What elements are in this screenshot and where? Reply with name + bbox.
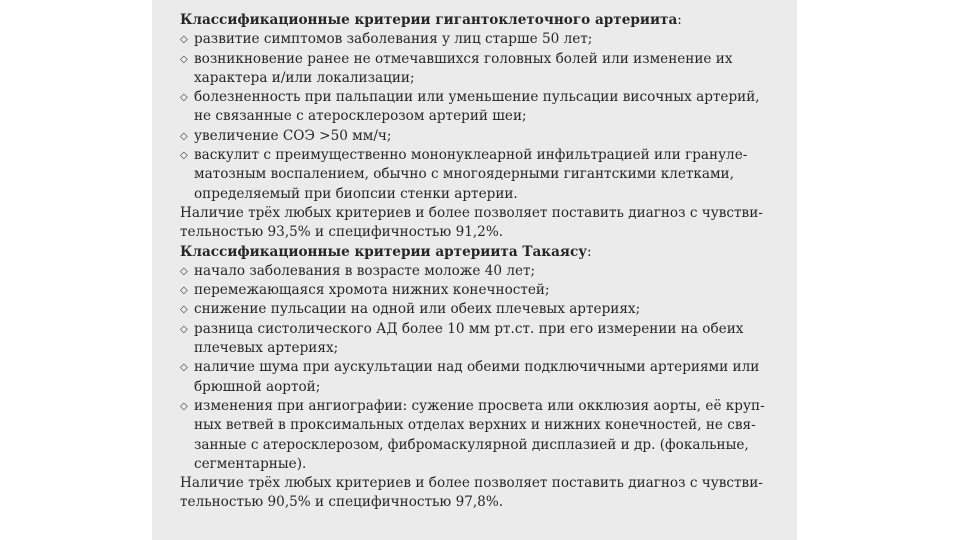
criterion-line: васкулит с преимущественно мононуклеарной инфильтрацией или грануле-	[194, 147, 748, 164]
section1-criteria-list	[180, 30, 780, 204]
criterion-line: не связанные с атеросклерозом артерий шеи;	[194, 108, 527, 125]
criterion-line: увеличение СОЭ >50 мм/ч;	[194, 127, 392, 144]
criterion-line: ных ветвей в проксимальных отделах верхних и нижних конечностей, не свя-	[194, 417, 756, 434]
criterion-item	[180, 88, 780, 127]
diamond-bullet-icon: ◇	[180, 362, 188, 374]
section2-heading	[180, 243, 780, 262]
criterion-item	[180, 320, 780, 359]
criterion-line: матозным воспалением, обычно с многоядерными гигантскими клетками,	[194, 166, 734, 183]
criterion-text	[194, 320, 780, 359]
criterion-item	[180, 397, 780, 474]
criterion-text	[194, 281, 780, 300]
criterion-item	[180, 262, 780, 281]
criterion-item	[180, 300, 780, 319]
conclusion-line: тельностью 90,5% и специфичностью 97,8%.	[180, 494, 504, 511]
section2-criteria-list	[180, 262, 780, 474]
criterion-line: разница систолического АД более 10 мм рт.ст. при его измерении на обеих	[194, 320, 744, 337]
criterion-line: наличие шума при аускультации над обеими подключичными артериями или	[194, 359, 760, 376]
criterion-item	[180, 50, 780, 89]
criterion-line: начало заболевания в возрасте моложе 40 лет;	[194, 262, 536, 279]
criterion-item	[180, 146, 780, 204]
criterion-line: занные с атеросклерозом, фибромаскулярной дисплазией и др. (фокальные,	[194, 436, 749, 453]
diamond-bullet-icon: ◇	[180, 400, 188, 412]
criterion-text	[194, 358, 780, 397]
criterion-line: болезненность при пальпации или уменьшение пульсации височных артерий,	[194, 89, 760, 106]
criterion-text	[194, 397, 780, 474]
section2-heading-colon: :	[586, 243, 592, 260]
criterion-item	[180, 281, 780, 300]
criterion-item	[180, 358, 780, 397]
criterion-line: изменения при ангиографии: сужение просвета или окклюзия аорты, её круп-	[194, 397, 765, 414]
section1-heading	[180, 11, 780, 30]
diamond-bullet-icon: ◇	[180, 150, 188, 162]
criterion-line: плечевых артериях;	[194, 340, 339, 357]
section2-heading-text: Классификационные критерии артериита Такаясу	[180, 243, 587, 260]
criterion-text	[194, 50, 780, 89]
section2-conclusion	[180, 474, 780, 513]
section1-heading-colon: :	[677, 12, 682, 28]
criterion-line: возникновение ранее не отмечавшихся головных болей или изменение их	[194, 50, 733, 67]
criterion-item	[180, 127, 780, 146]
criterion-item	[180, 30, 780, 49]
diamond-bullet-icon: ◇	[180, 285, 188, 297]
scanned-page	[152, 0, 797, 540]
criterion-line: определяемый при биопсии стенки артерии.	[194, 185, 518, 202]
criterion-text	[194, 262, 780, 281]
criterion-line: характера и/или локализации;	[194, 69, 415, 86]
criterion-line: брюшной аортой;	[194, 378, 321, 395]
criterion-text	[194, 127, 780, 146]
conclusion-line: Наличие трёх любых критериев и более позволяет поставить диагноз с чувстви-	[180, 204, 763, 221]
criterion-text	[194, 300, 780, 319]
diamond-bullet-icon: ◇	[180, 265, 188, 277]
criterion-line: снижение пульсации на одной или обеих плечевых артериях;	[194, 301, 641, 318]
diamond-bullet-icon: ◇	[180, 92, 188, 104]
diamond-bullet-icon: ◇	[180, 304, 188, 316]
conclusion-line: тельностью 93,5% и специфичностью 91,2%.	[180, 224, 504, 241]
criterion-text	[194, 30, 780, 49]
criterion-line: сегментарные).	[194, 455, 307, 472]
page-content	[180, 11, 780, 513]
section1-conclusion	[180, 204, 780, 243]
conclusion-line: Наличие трёх любых критериев и более позволяет поставить диагноз с чувстви-	[180, 475, 763, 492]
section1-heading-text: Классификационные критерии гигантоклеточного артериита	[180, 12, 678, 28]
diamond-bullet-icon: ◇	[180, 130, 188, 142]
criterion-line: перемежающаяся хромота нижних конечностей;	[194, 282, 550, 299]
criterion-line: развитие симптомов заболевания у лиц старше 50 лет;	[194, 31, 593, 48]
criterion-text	[194, 88, 780, 127]
diamond-bullet-icon: ◇	[180, 323, 188, 335]
diamond-bullet-icon: ◇	[180, 34, 188, 46]
criterion-text	[194, 146, 780, 204]
diamond-bullet-icon: ◇	[180, 53, 188, 65]
